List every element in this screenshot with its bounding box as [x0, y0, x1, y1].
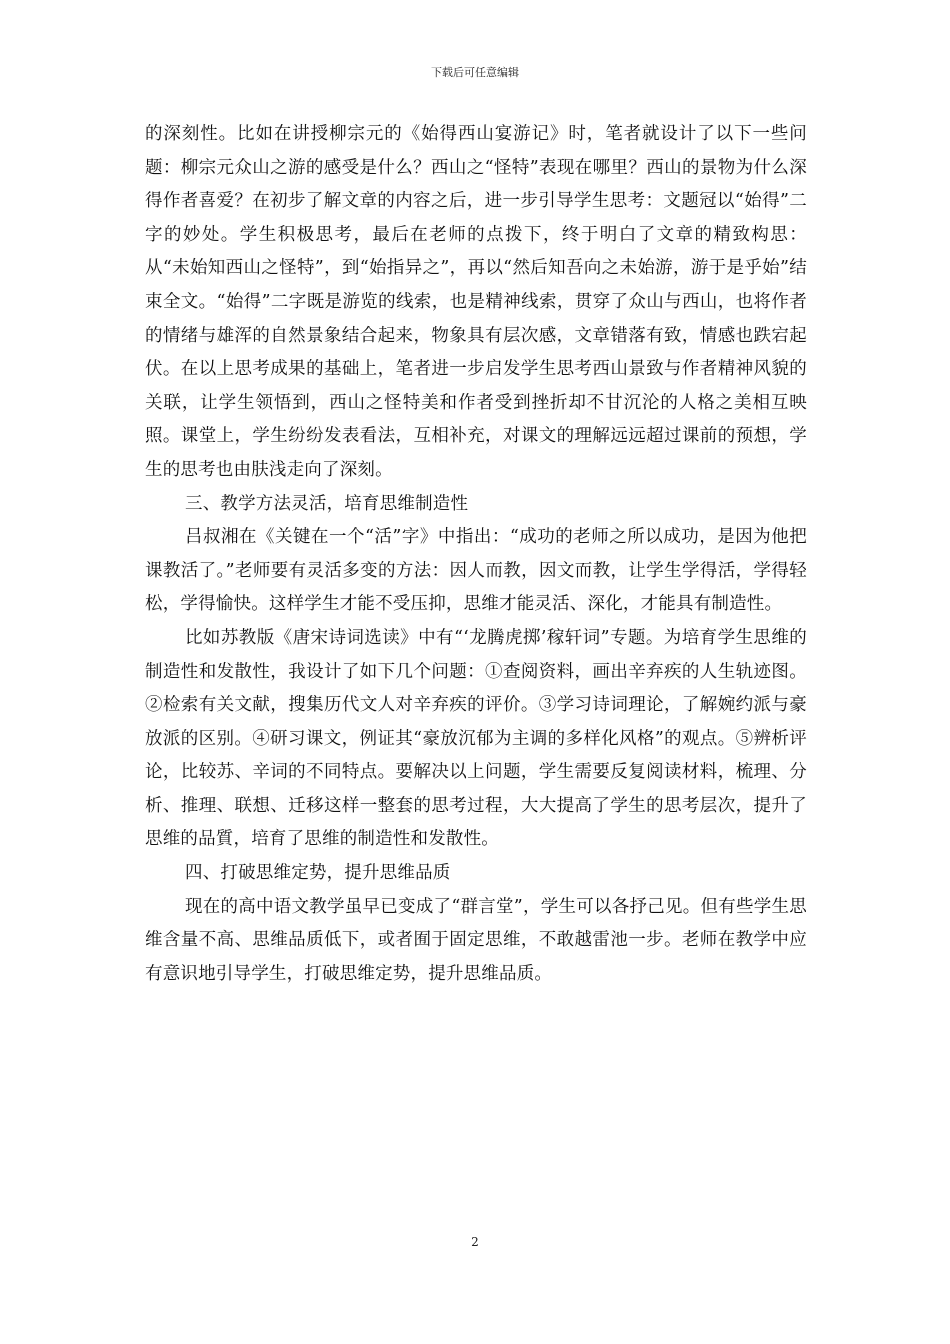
- page-number: 2: [471, 1235, 479, 1249]
- paragraph-thinking-quality: 现在的高中语文教学虽早已变成了“群言堂”，学生可以各抒己见。但有些学生思维含量不高、思维品质低下，或者囿于固定思维，不敢越雷池一步。老师在教学中应有意识地引导学生，打破思维定势，提升思维品质。: [145, 896, 807, 984]
- paragraph-continuation: 的深刻性。比如在讲授柳宗元的《始得西山宴游记》时，笔者就设计了以下一些问题：柳宗元众山之游的感受是什么？西山之“怪特”表现在哪里？西山的景物为什么深得作者喜爱？在初步了解文章的内容之后，进一步引导学生思考：文题冠以“始得”二字的妙处。学生积极思考，最后在老师的点拨下，终于明白了文章的精致构思：从“未始知西山之怪特”，到“始指异之”，再以“然后知吾向之未始游，游于是乎始”结束全文。“始得”二字既是游览的线索，也是精神线索，贯穿了众山与西山，也将作者的情绪与雄浑的自然景象结合起来，物象具有层次感，文章错落有致，情感也跌宕起伏。在以上思考成果的基础上，笔者进一步启发学生思考西山景致与作者精神风貌的关联，让学生领悟到，西山之怪特美和作者受到挫折却不甘沉沦的人格之美相互映照。课堂上，学生纷纷发表看法，互相补充，对课文的理解远远超过课前的预想，学生的思考也由肤浅走向了深刻。: [145, 124, 807, 480]
- page-header: 下载后可任意编辑: [431, 66, 519, 79]
- paragraph-example-xin-qiji: 比如苏教版《唐宋诗词选读》中有“‘龙腾虎掷’稼轩词”专题。为培育学生思维的制造性和发散性，我设计了如下几个问题：①查阅资料，画出辛弃疾的人生轨迹图。②检索有关文献，搜集历代文人对辛弃疾的评价。③学习诗词理论，了解婉约派与豪放派的区别。④研习课文，例证其“豪放沉郁为主调的多样化风格”的观点。⑤辨析评论，比较苏、辛词的不同特点。要解决以上问题，学生需要反复阅读材料，梳理、分析、推理、联想、迁移这样一整套的思考过程，大大提高了学生的思考层次，提升了思维的品質，培育了思维的制造性和发散性。: [145, 627, 807, 850]
- section-heading-3: 三、教学方法灵活，培育思维制造性: [185, 493, 469, 514]
- paragraph-lu-shuxiang: 吕叔湘在《关键在一个“活”字》中指出：“成功的老师之所以成功，是因为他把课教活了。”老师要有灵活多变的方法：因人而教，因文而教，让学生学得活，学得轻松，学得愉快。这样学生才能不受压抑，思维才能灵活、深化，才能具有制造性。: [145, 527, 807, 615]
- section-heading-4: 四、打破思维定势，提升思维品质: [185, 863, 451, 884]
- document-body: [145, 118, 807, 991]
